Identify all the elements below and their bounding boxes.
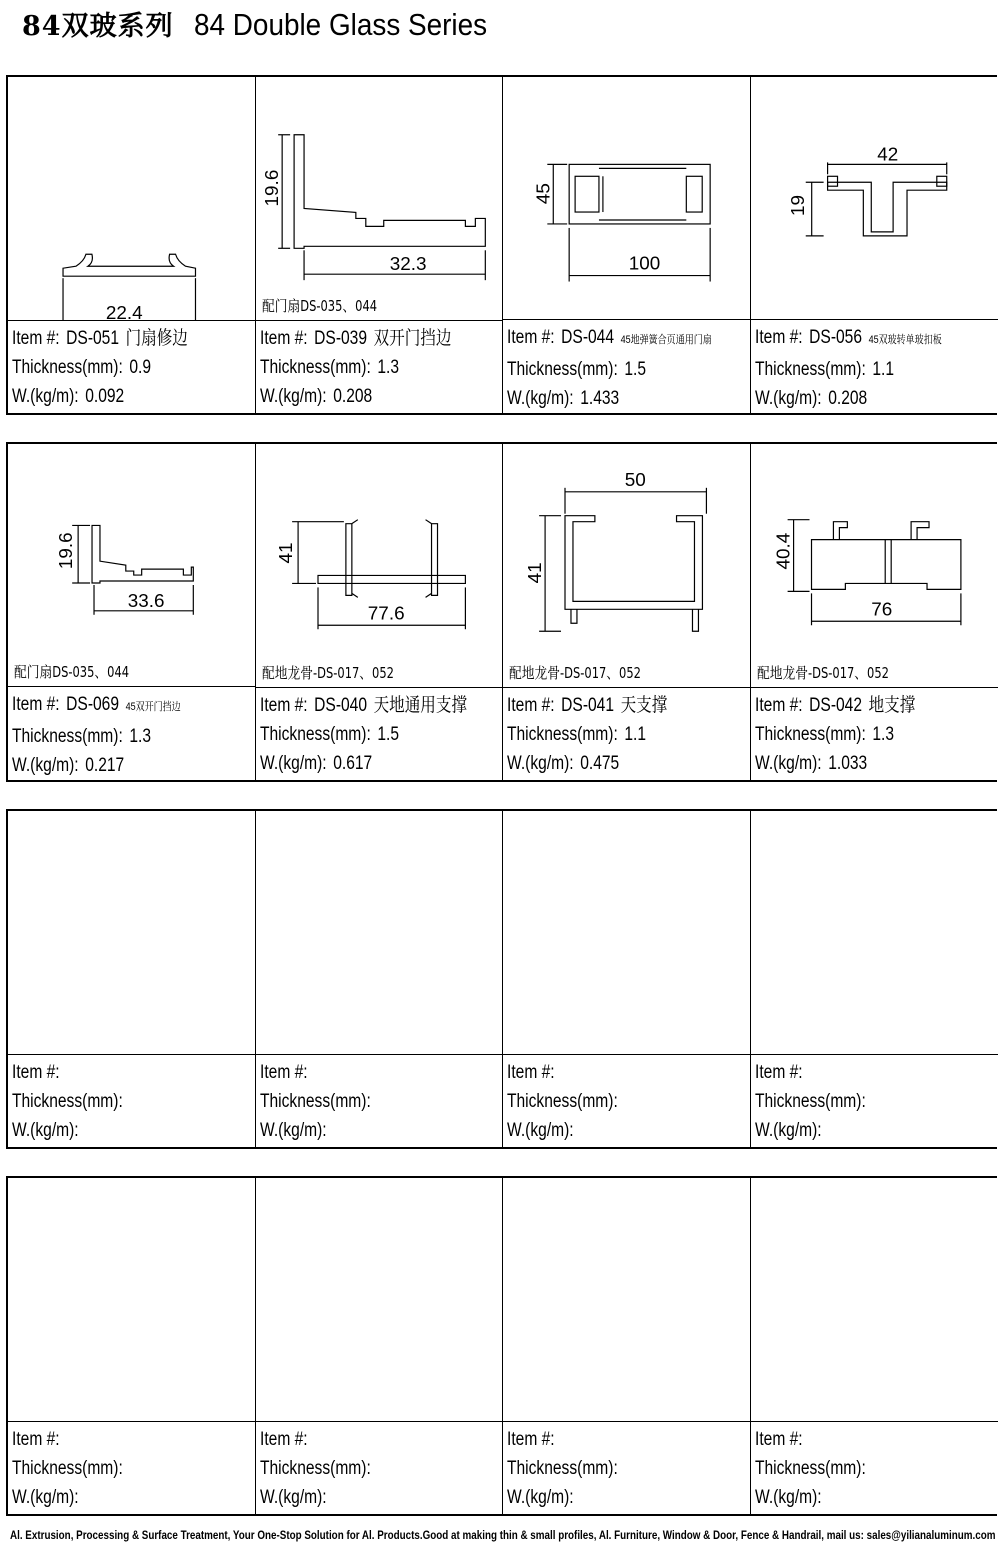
- weight-line: [755, 1116, 955, 1145]
- item-label: Item #:: [259, 1062, 308, 1083]
- item-description: 地支撑: [868, 695, 915, 716]
- profile-shape: [565, 516, 702, 610]
- item-description: 45地弹簧合页通用门扇: [620, 334, 712, 347]
- weight-value: 0.208: [332, 386, 372, 407]
- weight-label: W.(kg/m):: [754, 1487, 822, 1508]
- thickness-label: Thickness(mm):: [259, 724, 371, 745]
- profile-drawing: [256, 77, 503, 321]
- item-label: Item #:: [12, 1062, 60, 1083]
- weight-line: [12, 1116, 211, 1145]
- weight-label: W.(kg/m):: [754, 388, 822, 410]
- product-info: [256, 1055, 503, 1145]
- weight-line: [507, 384, 706, 413]
- item-label: Item #:: [507, 1429, 555, 1450]
- dim-width: 100: [628, 252, 661, 274]
- page-title: [22, 4, 519, 44]
- item-description: 门扇修边: [125, 328, 188, 349]
- weight-value: 0.475: [580, 753, 620, 774]
- product-info: [8, 321, 255, 411]
- weight-label: W.(kg/m):: [259, 1487, 327, 1508]
- product-card: [8, 444, 256, 780]
- weight-line: [755, 1483, 955, 1512]
- thickness-label: Thickness(mm):: [507, 1091, 618, 1112]
- product-grid-1: [6, 75, 997, 415]
- product-card: [751, 811, 999, 1147]
- weight-line: [507, 749, 706, 778]
- profile-caption: 配地龙骨-DS-017、052: [509, 664, 641, 682]
- weight-label: W.(kg/m):: [507, 1120, 574, 1141]
- item-line: [12, 1425, 211, 1454]
- dim-height: 41: [275, 542, 297, 564]
- thickness-label: Thickness(mm):: [507, 1458, 618, 1479]
- thickness-label: Thickness(mm):: [754, 1458, 866, 1479]
- item-label: Item #:: [12, 328, 60, 349]
- profile-shape: [827, 182, 946, 236]
- thickness-line: [755, 1454, 955, 1483]
- product-info: [256, 688, 503, 778]
- profile-drawing: [751, 77, 999, 320]
- thickness-line: [260, 1087, 459, 1116]
- weight-value: 0.208: [827, 388, 867, 410]
- profile-caption: 配门扇DS-035、044: [14, 663, 130, 682]
- weight-label: W.(kg/m):: [12, 386, 79, 407]
- dim-width: 76: [870, 599, 892, 621]
- item-line: [755, 1058, 955, 1087]
- thickness-label: Thickness(mm):: [259, 1091, 371, 1112]
- thickness-value: 1.3: [871, 724, 894, 745]
- dim-width: 42: [876, 143, 898, 165]
- thickness-label: Thickness(mm):: [507, 359, 618, 381]
- product-info: [503, 688, 750, 778]
- item-label: Item #:: [754, 695, 803, 716]
- weight-line: [260, 1116, 459, 1145]
- item-description: 45双开门挡边: [125, 701, 181, 714]
- profile-shape: [811, 540, 960, 590]
- profile-shape: [63, 254, 195, 276]
- product-card: [503, 1178, 751, 1514]
- weight-label: W.(kg/m):: [507, 753, 574, 774]
- profile-drawing: [8, 811, 255, 1055]
- weight-label: W.(kg/m):: [754, 753, 822, 774]
- profile-drawing: [503, 811, 750, 1055]
- product-info: [503, 1055, 750, 1145]
- product-card: [503, 811, 751, 1147]
- product-card: [751, 444, 999, 780]
- product-info: [751, 1422, 999, 1512]
- weight-line: [507, 1483, 706, 1512]
- weight-label: W.(kg/m):: [259, 386, 327, 407]
- profile-caption: 配门扇DS-035、044: [261, 297, 377, 315]
- product-card: [751, 77, 999, 413]
- item-number: DS-056: [808, 327, 862, 349]
- thickness-line: [12, 353, 211, 382]
- weight-line: [260, 382, 459, 411]
- product-info: [751, 688, 999, 778]
- item-label: Item #:: [754, 1429, 803, 1450]
- title-english: 84 Double Glass Series: [193, 7, 487, 42]
- profile-drawing: [8, 77, 255, 321]
- weight-label: W.(kg/m):: [12, 1487, 79, 1508]
- profile-caption: 配地龙骨-DS-017、052: [756, 664, 889, 682]
- profile-drawing: [503, 77, 750, 320]
- item-description: 双开门挡边: [373, 328, 451, 349]
- profile-caption: 配地龙骨-DS-017、052: [261, 664, 394, 682]
- dim-height: 40.4: [773, 532, 795, 570]
- profile-shape: [294, 135, 485, 249]
- thickness-label: Thickness(mm):: [507, 724, 618, 745]
- thickness-label: Thickness(mm):: [12, 357, 123, 378]
- item-number: DS-041: [561, 695, 615, 716]
- title-chinese: 84双玻系列: [22, 11, 174, 42]
- dim-height: 19.6: [261, 169, 283, 207]
- thickness-line: [755, 720, 955, 749]
- product-card: [8, 811, 256, 1147]
- thickness-value: 1.1: [871, 359, 894, 381]
- profile-shape: [92, 525, 193, 583]
- dim-height: 45: [532, 183, 554, 205]
- item-number: DS-042: [808, 695, 862, 716]
- thickness-label: Thickness(mm):: [259, 357, 371, 378]
- profile-drawing: [751, 1178, 999, 1422]
- weight-label: W.(kg/m):: [259, 1120, 327, 1141]
- item-line: [260, 1058, 459, 1087]
- thickness-line: [507, 1454, 706, 1483]
- weight-label: W.(kg/m):: [12, 1120, 79, 1141]
- product-card: [503, 444, 751, 780]
- item-line: [12, 690, 211, 722]
- item-description: 45双玻转单玻扣板: [868, 334, 942, 347]
- weight-line: [12, 751, 211, 780]
- dim-width: 50: [624, 469, 646, 491]
- thickness-label: Thickness(mm):: [12, 726, 123, 748]
- weight-value: 1.433: [580, 388, 620, 410]
- product-card: [256, 444, 504, 780]
- item-label: Item #:: [507, 695, 555, 716]
- item-number: DS-044: [561, 327, 615, 349]
- weight-line: [260, 749, 459, 778]
- dim-width: 33.6: [127, 589, 165, 611]
- thickness-value: 1.3: [376, 357, 399, 378]
- dim-width: 22.4: [105, 303, 143, 320]
- item-number: DS-051: [66, 328, 120, 349]
- weight-label: W.(kg/m):: [12, 755, 79, 777]
- product-info: [503, 1422, 750, 1512]
- dim-height: 19.6: [55, 532, 77, 570]
- item-line: [12, 324, 211, 353]
- weight-line: [755, 384, 955, 413]
- profile-shape: [318, 575, 465, 583]
- product-card: [8, 77, 256, 413]
- thickness-line: [12, 722, 211, 751]
- thickness-label: Thickness(mm):: [754, 724, 866, 745]
- item-line: [260, 324, 459, 353]
- item-number: DS-039: [313, 328, 367, 349]
- profile-drawing: [751, 444, 999, 688]
- thickness-line: [12, 1087, 211, 1116]
- item-line: [507, 691, 706, 720]
- thickness-line: [755, 1087, 955, 1116]
- weight-line: [260, 1483, 459, 1512]
- item-line: [755, 1425, 955, 1454]
- thickness-label: Thickness(mm):: [12, 1458, 123, 1479]
- item-label: Item #:: [259, 328, 308, 349]
- item-description: 天支撑: [620, 695, 668, 716]
- thickness-label: Thickness(mm):: [12, 1091, 123, 1112]
- item-line: [12, 1058, 211, 1087]
- item-label: Item #:: [12, 1429, 60, 1450]
- footer-text: Al. Extrusion, Processing & Surface Treatment, Your One-Stop Solution for Al. Products.Good at making thin & small profiles, Al. Furniture, Window & Door, Fence & Handrail, mail us: sales@yilianaluminum.com: [10, 1528, 996, 1542]
- product-grid-3: [6, 809, 997, 1149]
- weight-value: 0.092: [85, 386, 125, 407]
- thickness-line: [507, 355, 706, 384]
- thickness-label: Thickness(mm):: [754, 359, 866, 381]
- thickness-value: 0.9: [129, 357, 152, 378]
- profile-drawing: [256, 444, 503, 688]
- weight-value: 0.217: [85, 755, 125, 777]
- thickness-label: Thickness(mm):: [259, 1458, 371, 1479]
- weight-value: 1.033: [827, 753, 867, 774]
- item-label: Item #:: [12, 694, 60, 716]
- item-number: DS-040: [313, 695, 367, 716]
- product-info: [256, 1422, 503, 1512]
- product-info: [751, 1055, 999, 1145]
- item-label: Item #:: [754, 327, 803, 349]
- thickness-value: 1.1: [624, 724, 647, 745]
- dim-width: 77.6: [367, 603, 405, 625]
- product-card: [256, 77, 504, 413]
- profile-drawing: [8, 444, 255, 687]
- thickness-value: 1.5: [376, 724, 399, 745]
- weight-label: W.(kg/m):: [507, 1487, 574, 1508]
- thickness-line: [260, 1454, 459, 1483]
- product-info: [8, 1055, 255, 1145]
- dim-height: 19: [786, 195, 808, 217]
- item-label: Item #:: [507, 327, 555, 349]
- thickness-line: [260, 720, 459, 749]
- thickness-value: 1.3: [129, 726, 152, 748]
- weight-line: [12, 1483, 211, 1512]
- profile-drawing: [8, 1178, 255, 1422]
- weight-value: 0.617: [332, 753, 372, 774]
- dim-width: 32.3: [389, 254, 427, 276]
- weight-label: W.(kg/m):: [507, 388, 574, 410]
- item-line: [260, 1425, 459, 1454]
- product-info: [751, 320, 999, 413]
- profile-drawing: [503, 1178, 750, 1422]
- product-info: [503, 320, 750, 413]
- item-description: 天地通用支撑: [373, 695, 467, 716]
- item-number: DS-069: [66, 694, 120, 716]
- weight-line: [507, 1116, 706, 1145]
- profile-drawing: [751, 811, 999, 1055]
- thickness-line: [260, 353, 459, 382]
- item-line: [507, 1058, 706, 1087]
- thickness-label: Thickness(mm):: [754, 1091, 866, 1112]
- item-line: [507, 1425, 706, 1454]
- profile-drawing: [256, 811, 503, 1055]
- item-line: [259, 691, 467, 720]
- weight-line: [12, 382, 211, 411]
- product-info: [256, 321, 503, 411]
- profile-shape: [569, 164, 710, 224]
- dim-height: 41: [525, 562, 547, 584]
- item-label: Item #:: [259, 695, 308, 716]
- thickness-line: [507, 1087, 706, 1116]
- profile-drawing: [503, 444, 750, 688]
- product-card: [751, 1178, 999, 1514]
- product-card: [256, 811, 504, 1147]
- product-info: [8, 687, 255, 780]
- thickness-line: [755, 355, 955, 384]
- weight-label: W.(kg/m):: [259, 753, 327, 774]
- thickness-value: 1.5: [624, 359, 647, 381]
- product-card: [256, 1178, 504, 1514]
- weight-label: W.(kg/m):: [754, 1120, 822, 1141]
- product-grid-4: [6, 1176, 997, 1516]
- item-line: [507, 323, 712, 355]
- product-info: [8, 1422, 255, 1512]
- item-label: Item #:: [754, 1062, 803, 1083]
- item-label: Item #:: [507, 1062, 555, 1083]
- item-label: Item #:: [259, 1429, 308, 1450]
- product-card: [8, 1178, 256, 1514]
- product-grid-2: [6, 442, 997, 782]
- item-line: [755, 691, 955, 720]
- weight-line: [755, 749, 955, 778]
- profile-drawing: [256, 1178, 503, 1422]
- product-card: [503, 77, 751, 413]
- thickness-line: [12, 1454, 211, 1483]
- item-line: [755, 323, 955, 355]
- thickness-line: [507, 720, 706, 749]
